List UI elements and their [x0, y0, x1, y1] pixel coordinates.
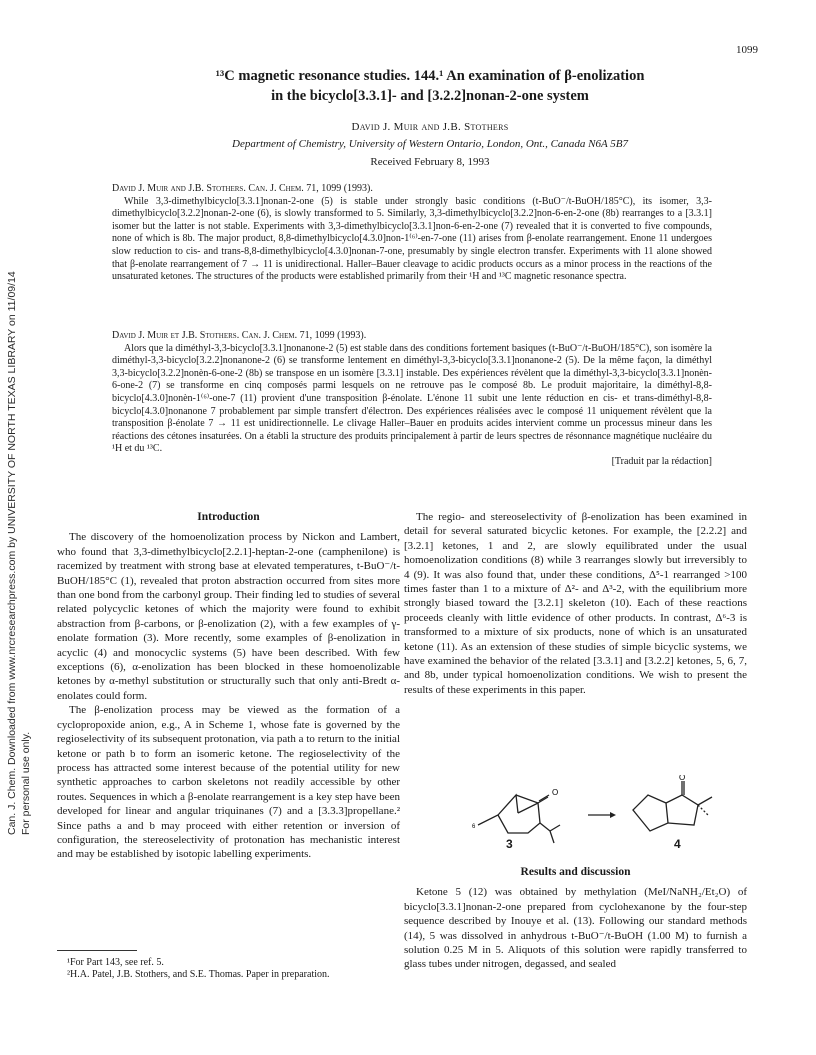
abstract-fr-citation: David J. Muir et J.B. Stothers. Can. J. Chem. 71, 1099 (1993).: [112, 330, 367, 341]
right-paragraph-1: The regio- and stereoselectivity of β-enolization has been examined in detail for several saturated bicyclic ketones. For example, the [2.2.2] and [3.2.1] ketones, 1 and 2, are slowly equilibrated under the usual homoenolization conditions (8) while 3 rearranges slowly but irreversibly to 4 (9). It was also found that, under these conditions, Δ⁵-1 rearranged >100 times faster than 1 to a mixture of Δ²- and Δ³-2, with the equilibrium more strongly biased toward the [3.2.1] skeleton (10). Each of these reactions proceeds cleanly with little evidence of other products. In contrast, Δ⁶-3 is transformed to a mixture of six products, none of which is an unsaturated ketone (11). As an extension of these studies of simple bicyclic systems, we have examined the behavior of the related [3.3.1] and [3.2.2] ketones, 5, 6, 7, and 8b, under typical homoenolization conditions. We wish to present the results of these experiments in this paper.: [404, 511, 747, 696]
intro-paragraph-2: The β-enolization process may be viewed as the formation of a cyclopropoxide anion, e.g., A in Scheme 1, whose fate is governed by the regioselectivity of its subsequent protonation, via path a to return to the initial ketone or path b to form an isomeric ketone. The regioselectivity of the process has attracted some interest because of the potential utility for new synthetic approaches to carbon skeletons not readily accessible by other routes. Sequences in which a β-enolate rearrangement is a key step have been developed for linear and angular triquinanes (7) and a [3.3.3]propellane.² Since paths a and b may proceed with either retention or inversion of configuration, the stereoselectivity of protonation has mechanistic interest and may be established by isotopic labelling experiments.: [57, 704, 400, 861]
results-paragraph-1: Ketone 5 (12) was obtained by methylation (MeI/NaNH₂/Et₂O) of bicyclo[3.3.1]nonan-2-one prepared from cyclohexanone by the four-step sequence described by Inouye et al. (13). Following our standard methods (14), 5 was dissolved in anhydrous t-BuO⁻/t-BuOH (1.00 M) to furnish a solution 0.25 M in 5. Aliquots of this solution were rapidly transferred to glass tubes under nitrogen, degassed, and sealed: [404, 886, 747, 971]
affiliation: Department of Chemistry, University of Western Ontario, London, Ont., Canada N6A 5B7: [232, 138, 628, 150]
abstract-french: [112, 330, 712, 469]
footnote-2: ²H.A. Patel, J.B. Stothers, and S.E. Thomas. Paper in preparation.: [67, 969, 330, 980]
abstract-english: [112, 183, 712, 284]
reaction-arrow: [588, 812, 616, 818]
intro-heading: Introduction: [197, 511, 260, 523]
title-line-2: in the bicyclo[3.3.1]- and [3.2.2]nonan-2-one system: [271, 88, 589, 104]
right-column: [404, 510, 747, 697]
paper-title: [100, 66, 760, 106]
results-heading: Results and discussion: [520, 866, 631, 878]
structure-scheme: [468, 775, 738, 855]
footnote-1: ¹For Part 143, see ref. 5.: [67, 957, 164, 968]
compound-3-structure: [478, 795, 560, 843]
compound-label-3: 3: [506, 837, 513, 851]
compound-4-structure: [633, 781, 712, 831]
page-number: 1099: [736, 44, 758, 56]
translator-note: [Traduit par la rédaction]: [611, 455, 712, 467]
sidebar-line-1: Can. J. Chem. Downloaded from www.nrcresearchpress.com by UNIVERSITY OF NORTH TEXAS LIBRARY on 11/09/14: [6, 271, 18, 835]
title-line-1: ¹³C magnetic resonance studies. 144.¹ An examination of β-enolization: [215, 68, 645, 84]
footnote-rule: [57, 950, 137, 951]
compound-label-4: 4: [674, 837, 681, 851]
abstract-en-text: While 3,3-dimethylbicyclo[3.3.1]nonan-2-one (5) is stable under strongly basic conditions (t-BuO⁻/t-BuOH/185°C), its isomer, 3,3-dimethylbicyclo[3.2.2]nonan-2-one (6), is slowly transformed to 5. Similarly, 3,3-dimethylbicyclo[3.2.2]non-6-en-2-one (8b) rearranges to a [3.3.1] isomer but the latter is not stable. Experiments with 3,3-dimethylbicyclo[3.3.1]non-6-en-2-one (7) revealed that it is converted to five compounds, none of which is 8b. The major product, 8,8-dimethylbicyclo[4.3.0]non-1⁽⁶⁾-en-7-one (11) arises from β-enolate rearrangement. Enone 11 undergoes slow reduction to cis- and trans-8,8-dimethylbicyclo[4.3.0]nonan-7-one, presumably by single electron transfer. Experiments with 11 alone showed that β-enolate rearrangement of 7 → 11 is unidirectional. Haller–Bauer cleavage to acidic products occurs as a minor process in the reactions of the unsaturated ketones. The structures of the products were established primarily from their ¹H and ¹³C magnetic resonance spectra.: [112, 195, 712, 283]
intro-paragraph-1: The discovery of the homoenolization process by Nickon and Lambert, who found that 3,3-dimethylbicyclo[2.2.1]-heptan-2-one (camphenilone) is racemized by treatment with strong base at elevated temperatures, t-BuO⁻/t-BuOH/185°C (1), revealed that proton abstraction occurred from sites more than one bond from the carbonyl group. Their finding led to studies of several related polycyclic ketones of which the majority were found to exhibit abstraction from β-carbons, or β-enolization (2), with a few examples of γ-enolate formation (3). More recently, some examples of β-enolization in acyclic (4) and monocyclic systems (5) have been described. With few exceptions (6), α-enolization has been blocked in these homoenolizable ketones by α-methyl substitution or structurally such that only anti-Bredt α-enolates could form.: [57, 531, 400, 702]
footnotes: [57, 950, 400, 981]
received-date: Received February 8, 1993: [370, 156, 490, 168]
sidebar-line-2: For personal use only.: [20, 731, 32, 835]
abstract-fr-text: Alors que la diméthyl-3,3-bicyclo[3.3.1]nonanone-2 (5) est stable dans des conditions fortement basiques (t-BuO⁻/t-BuOH/185°C), son isomère la diméthyl-3,3-bicyclo[3.2.2]nonanone-2 (6) se transforme lentement en diméthyl-3,3-bicyclo[3.3.1]nonanone-2 (5). De la même façon, la diméthyl 3,3-bicyclo[3.2.2]nonèn-6-one-2 (8b) se transpose en un isomère [3.3.1] instable. Des expériences révèlent que la diméthyl-3,3-bicyclo[3.3.1]nonèn-6-one-2 (7) se transforme en cinq composés parmi lesquels on ne retrouve pas le composé 8b. Le produit majoritaire, la diméthyl-8,8-bicyclo[4.3.0]nonèn-1⁽⁶⁾-one-7 (11) provient d'une transposition β-énolate. L'énone 11 subit une lente réduction en cis- et trans-diméthyl-8,8-bicyclo[4.3.0]nonanone 7 probablement par simple transfert d'électron. Des expériences réalisées avec le composé 11 uniquement révèlent que la transposition β-énolate 7 → 11 est unidirectionnelle. Le clivage Haller–Bauer en produits acides intervient comme un processus mineur dans les réactions des cétones insaturées. On a établi la structure des produits principalement à partir de leurs spectres de résonnance magnétique nucléaire du ¹H et du ¹³C.: [112, 342, 712, 455]
results-section: [404, 865, 747, 972]
atom-label-o-2: O: [679, 775, 686, 782]
atom-label-6: 6: [472, 824, 476, 830]
atom-label-o: O: [552, 788, 559, 797]
left-column: [57, 510, 400, 862]
download-sidebar: [4, 180, 38, 840]
authors: David J. Muir and J.B. Stothers: [351, 121, 509, 133]
abstract-en-citation: David J. Muir and J.B. Stothers. Can. J. Chem. 71, 1099 (1993).: [112, 183, 373, 194]
